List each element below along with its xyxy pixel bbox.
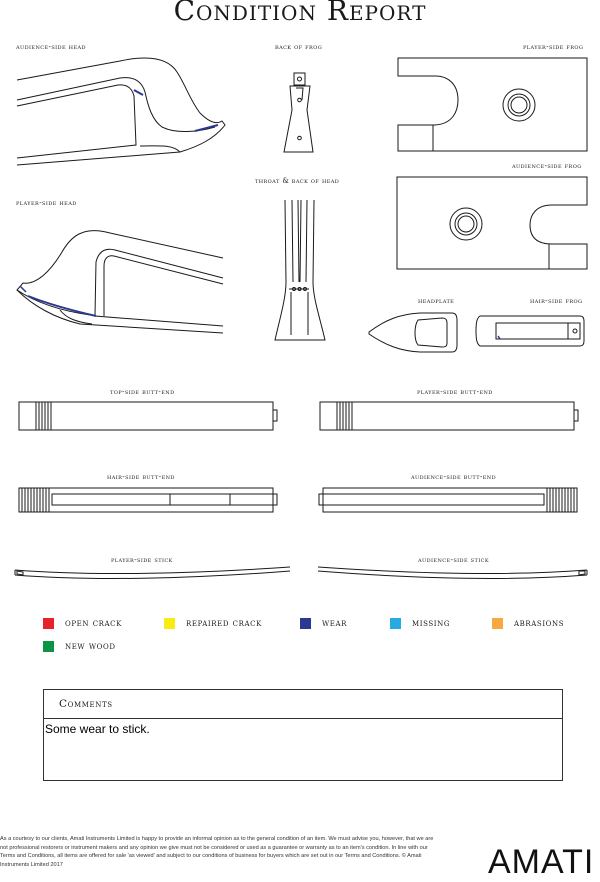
page-title: Condition Report (173, 0, 427, 27)
legend-label-repaired-crack: repaired crack (186, 618, 262, 629)
player-side-stick-drawing (15, 567, 290, 578)
legend-new-wood (43, 641, 116, 652)
player-side-butt-end-drawing (320, 402, 578, 430)
legend-label-abrasions: abrasions (514, 618, 565, 629)
throat-back-of-head-drawing (275, 200, 325, 340)
top-side-butt-end-drawing (19, 402, 277, 430)
legend-swatch-abrasions (492, 618, 503, 629)
legend-label-new-wood: new wood (65, 641, 116, 652)
comments-box (43, 689, 563, 781)
label-audience-side-frog: audience-side frog (512, 161, 582, 170)
legend-swatch-missing (390, 618, 401, 629)
brand-logo: AMATI (488, 843, 595, 881)
hair-side-frog-drawing (476, 316, 584, 346)
legend-label-wear: wear (322, 618, 348, 629)
legend-swatch-new-wood (43, 641, 54, 652)
player-side-head-drawing (17, 231, 223, 333)
label-top-side-butt-end: top-side butt-end (110, 387, 175, 396)
label-player-side-butt-end: player-side butt-end (417, 387, 493, 396)
label-hair-side-frog: hair-side frog (530, 296, 583, 305)
player-side-frog-drawing (398, 58, 587, 151)
legend-swatch-wear (300, 618, 311, 629)
audience-side-butt-end-drawing (319, 488, 577, 512)
label-player-side-frog: player-side frog (523, 42, 584, 51)
hair-side-butt-end-drawing (19, 488, 277, 512)
legend-swatch-open-crack (43, 618, 54, 629)
legend-swatch-repaired-crack (164, 618, 175, 629)
label-audience-side-butt-end: audience-side butt-end (411, 472, 496, 481)
label-audience-side-head: audience-side head (16, 42, 86, 51)
audience-side-head-drawing (17, 58, 225, 165)
audience-side-stick-drawing (318, 567, 587, 578)
audience-side-frog-drawing (397, 177, 587, 269)
comments-heading: Comments (44, 690, 562, 719)
comments-text: Some wear to stick. (45, 722, 150, 736)
back-of-frog-drawing (284, 73, 313, 152)
legend-open-crack (43, 618, 122, 629)
legend-wear (300, 618, 347, 629)
headplate-drawing (369, 313, 457, 352)
disclaimer-text: As a courtesy to our clients, Amati Instruments Limited is happy to provide an informal opinion as to the general condition of an item. We must advise you, however, that we are not professional restorers or instrument makers and any opinion we give must not be considered or used as a guarantee or warranty as to an item's condition. In line with our Terms and Conditions, all items are offered for sale 'as viewed' and subject to our conditions of business for buyers which are set out in our Terms and Conditions. © Amati Instruments Limited 2017 (0, 836, 434, 868)
label-hair-side-butt-end: hair-side butt-end (107, 472, 175, 481)
legend-label-open-crack: open crack (65, 618, 122, 629)
label-throat-back-of-head: throat & back of head (255, 176, 340, 185)
label-player-side-stick: player-side stick (111, 555, 173, 564)
legend-label-missing: missing (412, 618, 451, 629)
legend-missing (390, 618, 450, 629)
label-back-of-frog: back of frog (275, 42, 323, 51)
legend-repaired-crack (164, 618, 262, 629)
legend-abrasions (492, 618, 564, 629)
label-headplate: headplate (418, 296, 455, 305)
label-audience-side-stick: audience-side stick (418, 555, 489, 564)
label-player-side-head: player-side head (16, 198, 77, 207)
